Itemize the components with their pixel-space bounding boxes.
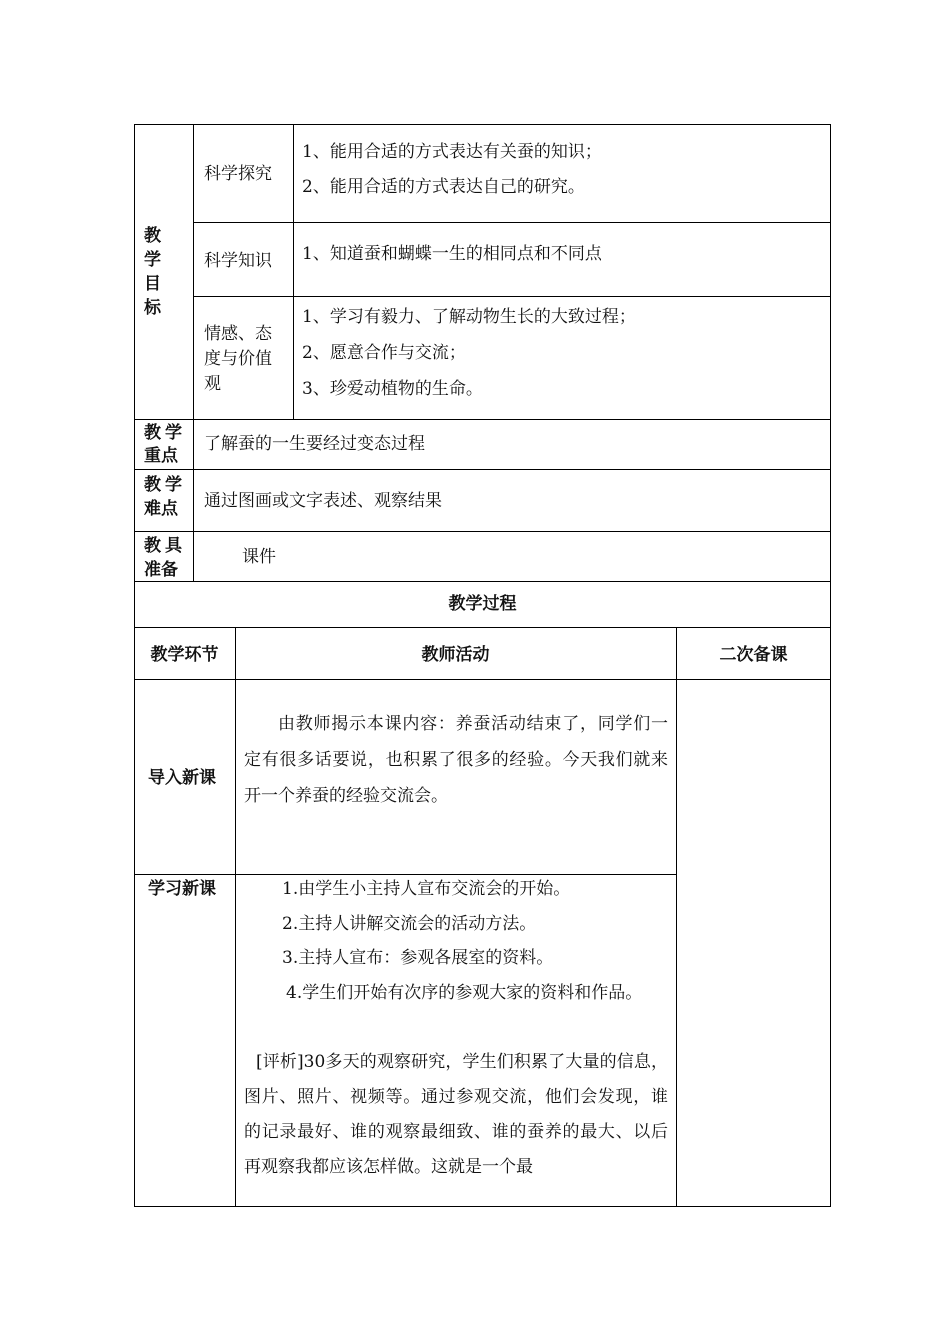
objective-item: 2、能用合适的方式表达自己的研究。	[302, 177, 585, 197]
row-divider	[193, 296, 831, 297]
header-teacher-activity: 教师活动	[421, 645, 490, 665]
table-border-bottom	[134, 1206, 831, 1207]
objective-item: 1、能用合适的方式表达有关蚕的知识；	[302, 142, 602, 162]
objective-label-attitude: 情感、态	[204, 324, 272, 344]
objective-label-knowledge: 科学知识	[204, 251, 272, 271]
objective-label-attitude: 度与价值	[204, 349, 272, 369]
objectives-section-label: 教学目标	[144, 226, 161, 318]
section-text-intro: 由教师揭示本课内容：养蚕活动结束了，同学们一定有很多话要说，也积累了很多的经验。今天我们就来开一个养蚕的经验交流会。	[244, 714, 668, 806]
lesson-step: 2.主持人讲解交流会的活动方法。	[282, 914, 537, 934]
row-divider	[134, 874, 676, 875]
materials-label: 准备	[144, 560, 178, 580]
section-name-intro: 导入新课	[148, 768, 216, 788]
section-name-new-lesson: 学习新课	[148, 879, 216, 899]
col-divider	[193, 124, 194, 420]
row-divider	[134, 679, 831, 680]
objective-label-attitude: 观	[204, 374, 221, 394]
row-divider	[134, 469, 831, 470]
key-point-label: 教学	[144, 423, 186, 443]
key-point-label: 重点	[144, 446, 178, 466]
row-divider	[134, 627, 831, 628]
lesson-step: 4.学生们开始有次序的参观大家的资料和作品。	[286, 983, 643, 1003]
objective-item: 1、知道蚕和蝴蝶一生的相同点和不同点	[302, 244, 602, 264]
objective-item: 1、学习有毅力、了解动物生长的大致过程；	[302, 307, 636, 327]
objective-item: 2、愿意合作与交流；	[302, 343, 466, 363]
col-divider	[676, 627, 677, 1207]
difficulty-label: 难点	[144, 499, 178, 519]
lesson-commentary: [评析]30多天的观察研究，学生们积累了大量的信息，图片、照片、视频等。通过参观交流，他们会发现，谁的记录最好、谁的观察最细致、谁的蚕养的最大、以后再观察我都应该怎样做。这就是一个最	[244, 1052, 668, 1177]
difficulty-value: 通过图画或文字表述、观察结果	[204, 491, 442, 511]
table-border-top	[134, 124, 831, 125]
lesson-step: 3.主持人宣布：参观各展室的资料。	[282, 948, 554, 968]
header-stage: 教学环节	[150, 645, 219, 665]
row-divider	[134, 531, 831, 532]
header-second-prep: 二次备课	[719, 645, 788, 665]
row-divider	[134, 581, 831, 582]
col-divider	[293, 124, 294, 420]
difficulty-label: 教学	[144, 475, 186, 495]
row-divider	[134, 419, 831, 420]
objective-label-inquiry: 科学探究	[204, 164, 272, 184]
materials-label: 教具	[144, 536, 186, 556]
row-divider	[193, 222, 831, 223]
objective-item: 3、珍爱动植物的生命。	[302, 379, 483, 399]
key-point-value: 了解蚕的一生要经过变态过程	[204, 434, 425, 454]
col-divider	[235, 627, 236, 1207]
materials-value: 课件	[242, 547, 276, 567]
process-title: 教学过程	[448, 594, 517, 614]
col-divider	[193, 419, 194, 582]
lesson-step: 1.由学生小主持人宣布交流会的开始。	[282, 879, 571, 899]
